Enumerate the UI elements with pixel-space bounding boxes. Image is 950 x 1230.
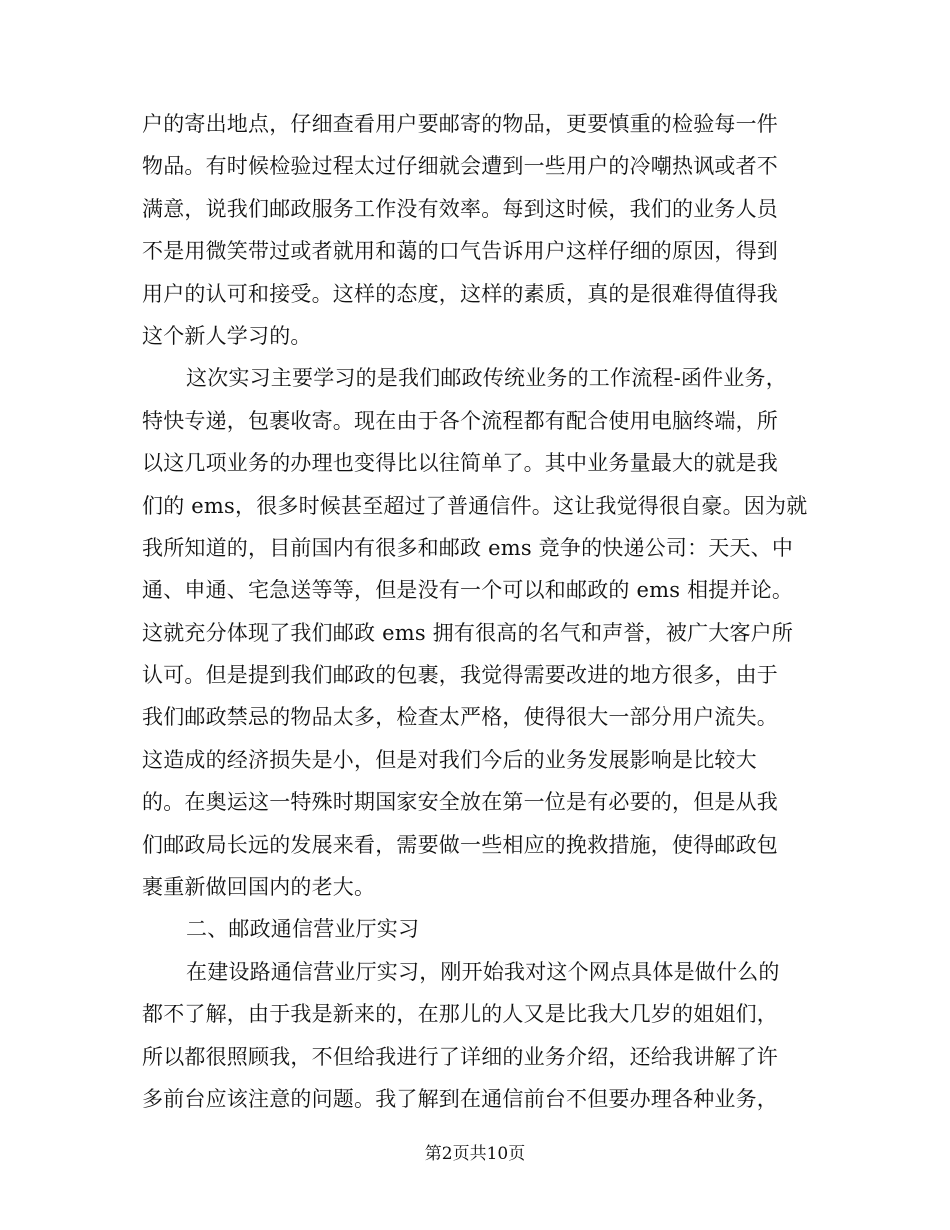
text-line: 不是用微笑带过或者就用和蔼的口气告诉用户这样仔细的原因，得到 [142, 239, 778, 264]
text-line: 户的寄出地点，仔细查看用户要邮寄的物品，更要慎重的检验每一件 [142, 112, 778, 136]
body-text [142, 103, 812, 1120]
text-line: 满意，说我们邮政服务工作没有效率。每到这时候，我们的业务人员 [142, 196, 778, 221]
text-line: 我们邮政禁忌的物品太多，检查太严格，使得很大一部分用户流失。 [142, 705, 778, 730]
text-line: 我所知道的，目前国内有很多和邮政 ems 竞争的快递公司：天天、中 [142, 535, 794, 560]
text-line: 特快专递，包裹收寄。现在由于各个流程都有配合使用电脑终端，所 [142, 408, 778, 433]
text-line: 二、邮政通信营业厅实习 [186, 917, 420, 942]
text-line: 这造成的经济损失是小，但是对我们今后的业务发展影响是比较大 [142, 747, 757, 772]
text-line: 这次实习主要学习的是我们邮政传统业务的工作流程-函件业务， [186, 366, 787, 391]
text-line: 的。在奥运这一特殊时期国家安全放在第一位是有必要的，但是从我 [142, 790, 778, 815]
text-line: 所以都很照顾我，不但给我进行了详细的业务介绍，还给我讲解了许 [142, 1044, 778, 1069]
text-line: 这个新人学习的。 [142, 323, 312, 348]
text-line: 认可。但是提到我们邮政的包裹，我觉得需要改进的地方很多，由于 [142, 663, 778, 688]
text-line: 物品。有时候检验过程太过仔细就会遭到一些用户的冷嘲热讽或者不 [142, 154, 778, 179]
text-line: 通、申通、宅急送等等，但是没有一个可以和邮政的 ems 相提并论。 [142, 578, 794, 603]
text-line: 们邮政局长远的发展来看，需要做一些相应的挽救措施，使得邮政包 [142, 832, 778, 857]
text-line: 用户的认可和接受。这样的态度，这样的素质，真的是很难得值得我 [142, 281, 778, 306]
text-line: 在建设路通信营业厅实习，刚开始我对这个网点具体是做什么的 [186, 959, 780, 984]
text-line: 这就充分体现了我们邮政 ems 拥有很高的名气和声誉，被广大客户所 [142, 620, 794, 645]
text-line: 裹重新做回国内的老大。 [142, 875, 376, 900]
page-number: 第2页共10页 [424, 1144, 526, 1164]
text-line: 们的 ems，很多时候甚至超过了普通信件。这让我觉得很自豪。因为就 [142, 493, 808, 518]
text-line: 多前台应该注意的问题。我了解到在通信前台不但要办理各种业务， [142, 1086, 778, 1111]
text-line: 以这几项业务的办理也变得比以往简单了。其中业务量最大的就是我 [142, 451, 778, 476]
text-line: 都不了解，由于我是新来的，在那儿的人又是比我大几岁的姐姐们， [142, 1002, 778, 1027]
